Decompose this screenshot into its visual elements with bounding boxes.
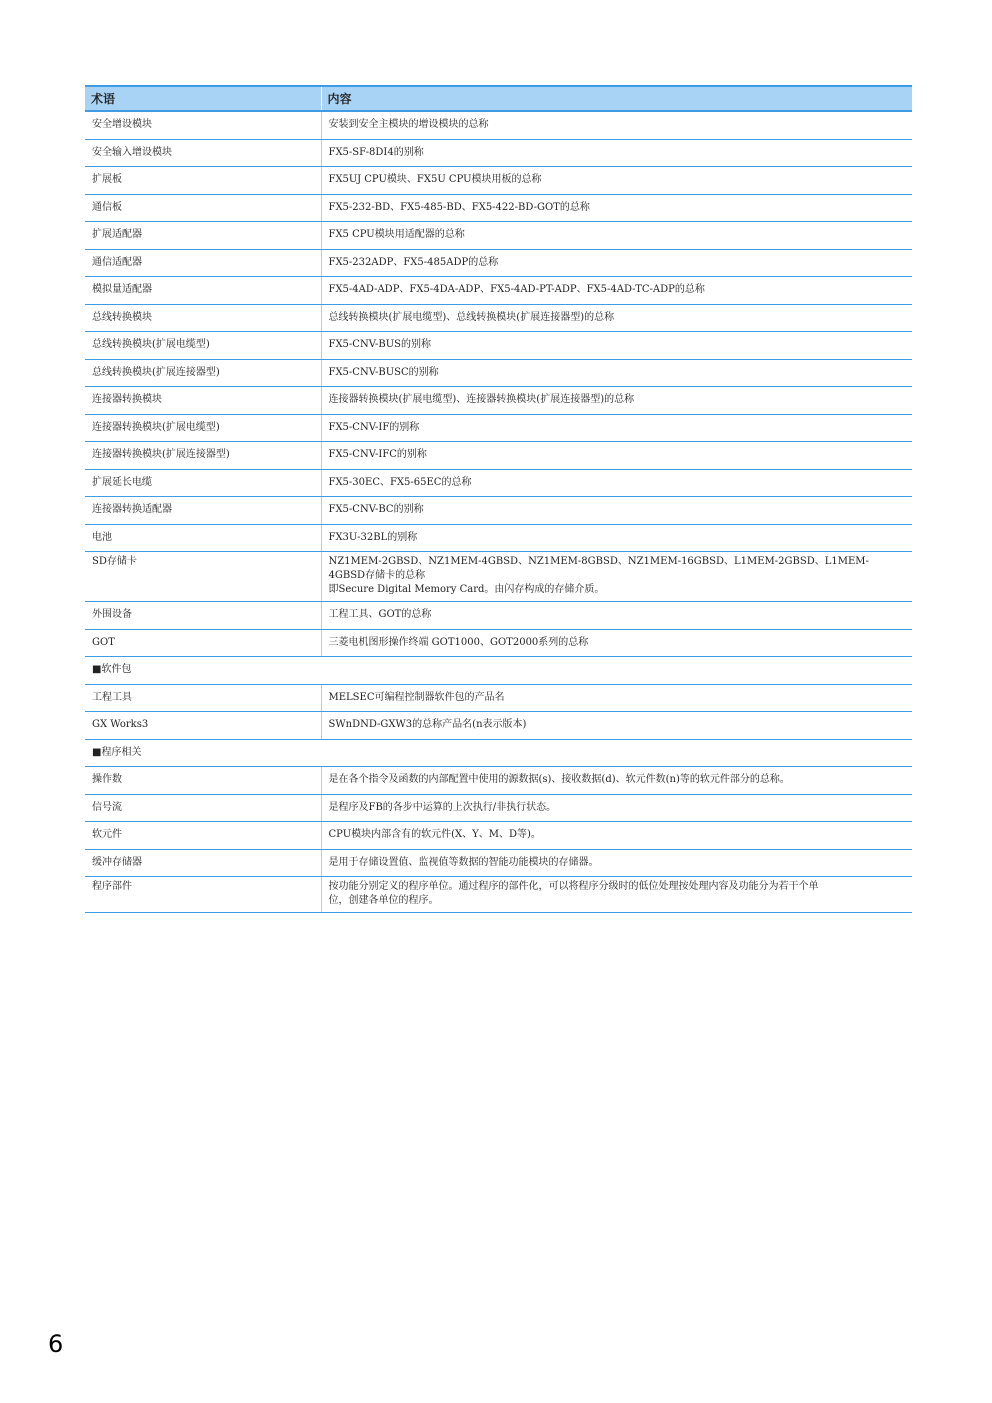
term-cell: GX Works3 bbox=[85, 712, 321, 740]
table-row bbox=[85, 332, 912, 360]
section-heading-software: ■软件包 bbox=[85, 657, 912, 685]
table-row bbox=[85, 469, 912, 497]
glossary-table bbox=[85, 85, 912, 913]
content-cell: 是在各个指令及函数的内部配置中使用的源数据(s)、接收数据(d)、软元件数(n)等的软元件部分的总称。 bbox=[321, 767, 912, 795]
content-line: 按功能分别定义的程序单位。通过程序的部件化，可以将程序分级时的低位处理按处理内容及功能分为若干个单 bbox=[328, 881, 819, 892]
glossary-group-hardware bbox=[85, 111, 912, 552]
table-row bbox=[85, 767, 912, 795]
table-row bbox=[85, 414, 912, 442]
page-number: 6 bbox=[48, 1330, 64, 1358]
table-row bbox=[85, 139, 912, 167]
section-program bbox=[85, 739, 912, 767]
term-cell: GOT bbox=[85, 629, 321, 657]
content-line: 位，创建各单位的程序。 bbox=[328, 895, 439, 906]
table-row bbox=[85, 712, 912, 740]
term-cell: 工程工具 bbox=[85, 684, 321, 712]
content-cell: MELSEC可编程控制器软件包的产品名 bbox=[321, 684, 912, 712]
term-cell: 通信板 bbox=[85, 194, 321, 222]
table-row bbox=[85, 822, 912, 850]
term-cell: 安全增设模块 bbox=[85, 111, 321, 139]
table-row bbox=[85, 194, 912, 222]
term-cell: 连接器转换模块(扩展连接器型) bbox=[85, 442, 321, 470]
content-cell: 是用于存储设置值、监视值等数据的智能功能模块的存储器。 bbox=[321, 849, 912, 877]
content-cell: FX5-30EC、FX5-65EC的总称 bbox=[321, 469, 912, 497]
term-cell: SD存储卡 bbox=[85, 552, 321, 602]
term-cell: 连接器转换模块(扩展电缆型) bbox=[85, 414, 321, 442]
table-row bbox=[85, 442, 912, 470]
table-row bbox=[85, 359, 912, 387]
term-cell: 电池 bbox=[85, 524, 321, 552]
content-cell: SWnDND-GXW3的总称产品名(n表示版本) bbox=[321, 712, 912, 740]
table-row-sd-card bbox=[85, 552, 912, 602]
term-cell: 外围设备 bbox=[85, 602, 321, 630]
table-row bbox=[85, 387, 912, 415]
table-row bbox=[85, 629, 912, 657]
content-cell: FX5-232-BD、FX5-485-BD、FX5-422-BD-GOT的总称 bbox=[321, 194, 912, 222]
content-cell: FX5-CNV-BUSC的别称 bbox=[321, 359, 912, 387]
content-cell bbox=[321, 877, 912, 913]
term-cell: 通信适配器 bbox=[85, 249, 321, 277]
content-column-header: 内容 bbox=[321, 86, 912, 111]
content-cell: 连接器转换模块(扩展电缆型)、连接器转换模块(扩展连接器型)的总称 bbox=[321, 387, 912, 415]
table-row bbox=[85, 167, 912, 195]
content-cell: FX5-SF-8DI4的别称 bbox=[321, 139, 912, 167]
term-cell: 安全输入增设模块 bbox=[85, 139, 321, 167]
content-cell: CPU模块内部含有的软元件(X、Y、M、D等)。 bbox=[321, 822, 912, 850]
glossary-group-software bbox=[85, 684, 912, 739]
table-row-program-component bbox=[85, 877, 912, 913]
table-row bbox=[85, 684, 912, 712]
term-cell: 操作数 bbox=[85, 767, 321, 795]
content-cell: 工程工具、GOT的总称 bbox=[321, 602, 912, 630]
content-cell: FX5 CPU模块用适配器的总称 bbox=[321, 222, 912, 250]
content-cell: FX5-4AD-ADP、FX5-4DA-ADP、FX5-4AD-PT-ADP、FX5-4AD-TC-ADP的总称 bbox=[321, 277, 912, 305]
content-cell: FX5-CNV-BC的别称 bbox=[321, 497, 912, 525]
term-cell: 模拟量适配器 bbox=[85, 277, 321, 305]
term-cell: 扩展延长电缆 bbox=[85, 469, 321, 497]
content-cell: 安装到安全主模块的增设模块的总称 bbox=[321, 111, 912, 139]
table-row bbox=[85, 111, 912, 139]
section-software bbox=[85, 657, 912, 685]
term-cell: 缓冲存储器 bbox=[85, 849, 321, 877]
content-cell: 是程序及FB的各步中运算的上次执行/非执行状态。 bbox=[321, 794, 912, 822]
table-row bbox=[85, 222, 912, 250]
table-row bbox=[85, 794, 912, 822]
content-cell: FX5-232ADP、FX5-485ADP的总称 bbox=[321, 249, 912, 277]
section-row bbox=[85, 739, 912, 767]
term-cell: 总线转换模块(扩展连接器型) bbox=[85, 359, 321, 387]
table-row bbox=[85, 277, 912, 305]
content-cell: FX5-CNV-IFC的别称 bbox=[321, 442, 912, 470]
glossary-group-peripheral bbox=[85, 602, 912, 657]
content-cell: 总线转换模块(扩展电缆型)、总线转换模块(扩展连接器型)的总称 bbox=[321, 304, 912, 332]
section-row bbox=[85, 657, 912, 685]
table-row bbox=[85, 497, 912, 525]
content-line: 即Secure Digital Memory Card。由闪存构成的存储介质。 bbox=[328, 584, 605, 595]
content-cell: FX5-CNV-BUS的别称 bbox=[321, 332, 912, 360]
table-header-row bbox=[85, 86, 912, 111]
content-cell: 三菱电机图形操作终端 GOT1000、GOT2000系列的总称 bbox=[321, 629, 912, 657]
table-row bbox=[85, 524, 912, 552]
table-row bbox=[85, 849, 912, 877]
table-row bbox=[85, 602, 912, 630]
glossary-group-last bbox=[85, 877, 912, 913]
term-cell: 连接器转换模块 bbox=[85, 387, 321, 415]
term-cell: 程序部件 bbox=[85, 877, 321, 913]
term-cell: 信号流 bbox=[85, 794, 321, 822]
term-cell: 软元件 bbox=[85, 822, 321, 850]
content-cell: FX5UJ CPU模块、FX5U CPU模块用板的总称 bbox=[321, 167, 912, 195]
content-cell bbox=[321, 552, 912, 602]
table-row bbox=[85, 249, 912, 277]
term-cell: 扩展板 bbox=[85, 167, 321, 195]
term-cell: 扩展适配器 bbox=[85, 222, 321, 250]
glossary-group-program bbox=[85, 767, 912, 877]
term-cell: 总线转换模块 bbox=[85, 304, 321, 332]
glossary-group-sd bbox=[85, 552, 912, 602]
table-row bbox=[85, 304, 912, 332]
term-cell: 连接器转换适配器 bbox=[85, 497, 321, 525]
content-cell: FX5-CNV-IF的别称 bbox=[321, 414, 912, 442]
term-cell: 总线转换模块(扩展电缆型) bbox=[85, 332, 321, 360]
content-cell: FX3U-32BL的别称 bbox=[321, 524, 912, 552]
term-column-header: 术语 bbox=[85, 86, 321, 111]
section-heading-program: ■程序相关 bbox=[85, 739, 912, 767]
content-line: NZ1MEM-2GBSD、NZ1MEM-4GBSD、NZ1MEM-8GBSD、NZ1MEM-16GBSD、L1MEM-2GBSD、L1MEM-4GBSD存储卡的总称 bbox=[328, 556, 869, 581]
